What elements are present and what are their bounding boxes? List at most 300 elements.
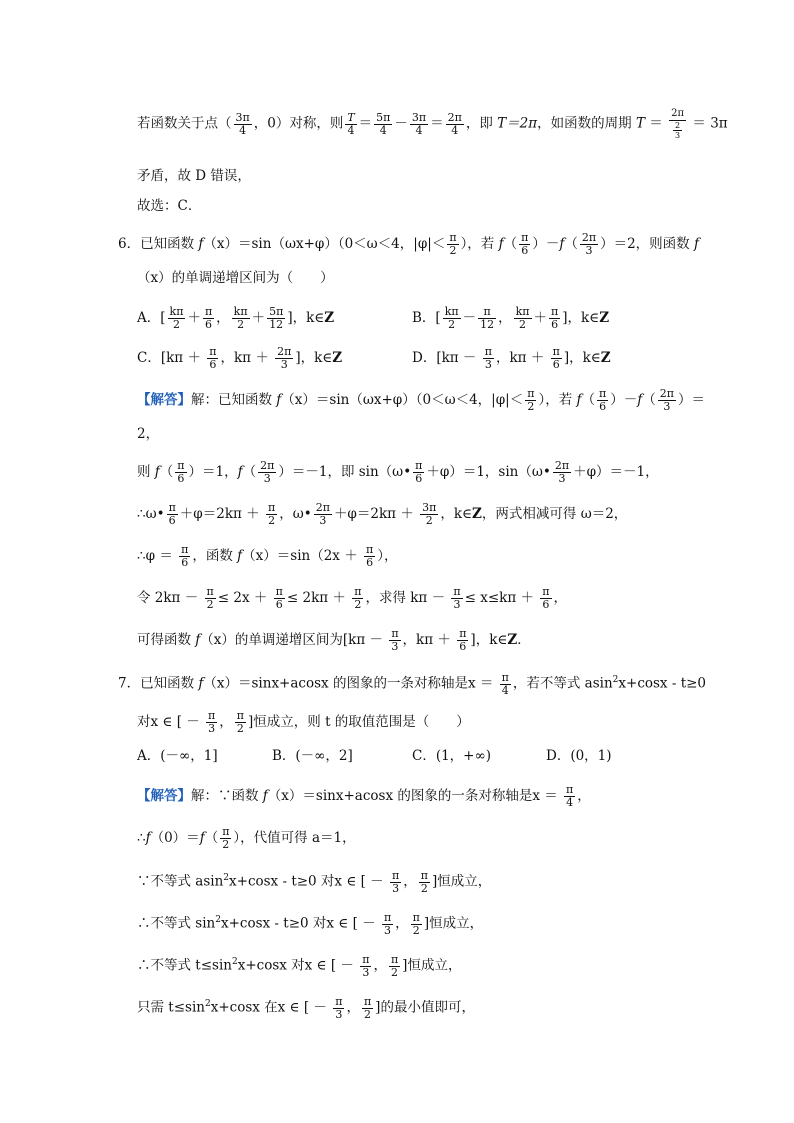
- denominator: 2: [420, 881, 428, 895]
- text-span: f: [237, 548, 243, 564]
- solution-7-line: [137, 868, 491, 895]
- numerator: 2: [675, 121, 681, 130]
- numerator: 2π: [447, 110, 462, 124]
- text-span: f: [576, 392, 582, 408]
- denominator: 6: [181, 556, 189, 569]
- denominator: 6: [521, 244, 529, 257]
- text-span: f: [262, 788, 268, 804]
- fraction: [551, 346, 562, 371]
- text-span: B．[: [412, 310, 441, 326]
- text-span: ）＝－1，即 sin（ω•: [278, 464, 412, 480]
- text-span: ，: [216, 310, 230, 326]
- fraction: [374, 112, 392, 137]
- text-span: ），若: [538, 392, 577, 408]
- text-span: Z: [599, 310, 610, 326]
- fraction: [411, 912, 422, 937]
- solution-7-line: [137, 826, 356, 851]
- denominator: 4: [501, 683, 509, 697]
- numerator: π: [267, 501, 276, 514]
- numerator: π: [459, 627, 467, 640]
- text-span: ，k∈: [440, 506, 473, 522]
- text-span: ，: [373, 957, 387, 974]
- solution-6-line: [137, 460, 659, 485]
- fraction: [669, 108, 686, 140]
- solution-6-line: [137, 628, 531, 653]
- denominator: 3: [675, 131, 681, 140]
- text-span: Z: [324, 310, 335, 326]
- option-7c: C．(1，+∞): [412, 748, 492, 764]
- fraction: [389, 954, 400, 979]
- text-span: （: [581, 392, 596, 408]
- text-span: ＋φ）＝－1，: [573, 464, 659, 480]
- text-span: x+cosx - t≥0: [618, 675, 707, 692]
- text-span: ），若: [460, 236, 499, 252]
- text-span: ＝: [358, 115, 373, 132]
- text-span: 【解答】: [137, 392, 191, 408]
- numerator: π: [383, 910, 392, 924]
- text-span: （x）＝sinx+acosx 的图象的一条对称轴是x ＝: [203, 675, 498, 692]
- denominator: 3: [585, 244, 593, 257]
- text-span: （0）＝: [150, 830, 200, 846]
- text-span: f: [154, 464, 160, 480]
- fraction: [333, 996, 344, 1021]
- numerator: π: [599, 387, 607, 400]
- text-span: ）＝2，则函数: [600, 236, 694, 252]
- text-span: ]，k∈: [470, 632, 508, 648]
- text-span: f: [276, 392, 282, 408]
- solution-6-line: [137, 502, 627, 527]
- text-span: Z: [332, 350, 343, 366]
- fraction: [500, 672, 511, 697]
- solution-6-line: [137, 544, 397, 569]
- numerator: 2π: [277, 345, 292, 358]
- denominator: 4: [415, 123, 423, 137]
- numerator: π: [366, 543, 374, 556]
- denominator: 6: [599, 400, 607, 413]
- text-span: ），: [377, 548, 398, 564]
- text-span: ]恒成立，: [423, 915, 484, 932]
- denominator: 6: [542, 598, 550, 611]
- fraction: [234, 112, 252, 137]
- fraction: [658, 388, 676, 413]
- fraction: [564, 784, 575, 809]
- text-span: ＋: [187, 310, 201, 326]
- text-span: D．[kπ －: [412, 350, 481, 366]
- denominator: 2: [412, 923, 420, 937]
- numerator: 2π: [659, 387, 674, 400]
- text-span: 解：已知函数: [191, 392, 277, 408]
- numerator: kπ: [169, 305, 184, 318]
- text-span: Z: [507, 632, 518, 648]
- numerator: π: [551, 305, 559, 318]
- fraction: [390, 870, 401, 895]
- fraction: [597, 388, 608, 413]
- fraction: [314, 502, 332, 527]
- text-span: 2: [231, 957, 238, 967]
- denominator: 6: [209, 358, 217, 371]
- numerator: 3π: [411, 110, 427, 124]
- text-span: ，: [553, 590, 568, 606]
- numerator: π: [275, 585, 283, 598]
- text-span: ∴ω•: [137, 506, 165, 522]
- text-span: ＋: [251, 310, 266, 326]
- text-span: ，两式相减可得 ω＝2，: [481, 506, 628, 522]
- text-span: （x）＝sin（2x ＋: [242, 548, 362, 564]
- denominator: 2: [449, 244, 457, 257]
- text-span: f: [237, 464, 243, 480]
- text-line: 故选：C．: [137, 198, 202, 214]
- numerator: 2π: [581, 231, 597, 244]
- denominator: 2: [236, 722, 244, 735]
- fraction: [205, 586, 216, 611]
- fraction: [362, 996, 373, 1021]
- text-span: 解：∵函数: [191, 788, 263, 804]
- text-span: Z: [472, 506, 482, 522]
- denominator: 3: [484, 358, 492, 371]
- denominator: 2: [364, 1007, 372, 1021]
- denominator: 12: [269, 318, 284, 331]
- option-7b: B．(－∞，2]: [272, 748, 353, 764]
- denominator: 3: [280, 358, 288, 371]
- text-span: ≤ 2x ＋: [217, 590, 272, 606]
- text-span: 只需 t≤sin: [137, 999, 205, 1016]
- denominator: 2: [222, 838, 230, 851]
- fraction: [514, 306, 532, 331]
- numerator: π: [478, 306, 496, 319]
- denominator: 4: [451, 123, 459, 137]
- question-7-stem: [118, 670, 706, 697]
- solution-6-line: [137, 388, 705, 413]
- text-span: ∴不等式 t≤sin: [137, 957, 232, 974]
- fraction: [258, 460, 276, 485]
- fraction: [525, 388, 536, 413]
- solution-6-line: [137, 586, 567, 611]
- numerator: π: [363, 994, 372, 1008]
- fraction: [203, 306, 214, 331]
- denominator: 2: [519, 318, 527, 331]
- text-span: C．[kπ ＋: [137, 350, 206, 366]
- text-span: ）＝1，: [188, 464, 238, 480]
- text-span: （: [204, 830, 219, 846]
- text-span: ，若不等式 asin: [512, 675, 613, 692]
- text-span: x+cosx - t≥0 对x ∈ [ －: [229, 873, 388, 890]
- text-span: ]恒成立，: [402, 957, 462, 974]
- text-span: （: [642, 392, 656, 408]
- text-line: 矛盾，故 D 错误，: [137, 168, 251, 184]
- text-span: 7．已知函数: [118, 675, 199, 692]
- text-span: Z: [600, 350, 611, 366]
- denominator: 3: [263, 472, 271, 485]
- text-span: ≤ x≤kπ ＋: [464, 590, 539, 606]
- text-span: ）－: [532, 236, 560, 252]
- text-span: x+cosx - t≥0 对x ∈ [ －: [220, 915, 380, 932]
- fraction: [360, 954, 371, 979]
- text-span: （x）的单调递增区间为[kπ －: [200, 632, 388, 648]
- option-7a: A．(－∞，1]: [137, 748, 218, 764]
- denominator: 3: [208, 722, 216, 735]
- numerator: 2π: [554, 459, 570, 472]
- denominator: 3: [558, 472, 566, 485]
- fraction: [483, 346, 494, 371]
- text-span: T: [635, 115, 645, 132]
- fraction: [457, 628, 468, 653]
- fraction: [364, 544, 375, 569]
- solution-7-line: [137, 784, 591, 809]
- numerator: π: [335, 994, 343, 1008]
- fraction: [420, 502, 438, 527]
- text-span: ，0）对称，则: [253, 115, 344, 132]
- numerator: 3π: [235, 110, 250, 124]
- text-span: f: [637, 392, 643, 408]
- text-span: （x）＝sinx+acosx 的图象的一条对称轴是x ＝: [267, 788, 563, 804]
- text-span: 6．已知函数: [118, 236, 199, 252]
- denominator: 2: [448, 318, 456, 331]
- numerator: kπ: [515, 305, 530, 318]
- text-span: ＝ 3π: [688, 115, 728, 132]
- text-span: ]恒成立，则 t 的取值范围是（ ）: [248, 714, 470, 730]
- question-6-stem-cont: （x）的单调递增区间为（ ）: [137, 270, 334, 286]
- text-span: ]，k∈: [563, 350, 601, 366]
- text-span: ），代值可得 a＝1，: [233, 830, 356, 846]
- text-span: ，: [403, 873, 417, 890]
- fraction: [168, 306, 186, 331]
- text-span: ，: [577, 788, 591, 804]
- denominator: 12: [480, 318, 495, 331]
- fraction: [410, 112, 428, 137]
- numerator: π: [390, 952, 399, 966]
- text-span: f: [145, 830, 151, 846]
- fraction: [413, 460, 424, 485]
- denominator: 6: [551, 318, 559, 331]
- text-span: ]，k∈: [295, 350, 333, 366]
- question-6-stem: [118, 232, 699, 257]
- text-span: ]，k∈: [562, 310, 600, 326]
- denominator: 2: [268, 514, 276, 527]
- numerator: π: [415, 459, 423, 472]
- fraction: [443, 306, 461, 331]
- fraction: [352, 586, 363, 611]
- text-span: 2: [223, 873, 230, 883]
- numerator: 5π: [269, 305, 284, 318]
- solution-7-line: [137, 952, 461, 979]
- denominator: 3: [663, 400, 671, 413]
- denominator: [669, 121, 686, 140]
- numerator: π: [552, 345, 560, 358]
- numerator: π: [362, 952, 370, 966]
- denominator: 3: [384, 923, 392, 937]
- text-span: ]，k∈: [287, 310, 325, 326]
- text-span: （: [503, 236, 518, 252]
- text-span: ∴不等式 sin: [137, 915, 216, 932]
- text-span: ，kπ ＋: [495, 350, 549, 366]
- fraction: [206, 710, 217, 735]
- text-span: ．: [517, 632, 531, 648]
- solution-7-line: [137, 910, 483, 937]
- text-span: 对x ∈ [ －: [137, 714, 205, 730]
- fraction: [232, 306, 250, 331]
- text-span: ＝: [430, 115, 444, 132]
- text-span: ]恒成立，: [431, 873, 492, 890]
- numerator: π: [566, 783, 574, 796]
- fraction: [553, 460, 571, 485]
- text-span: ，: [346, 999, 360, 1016]
- numerator: π: [168, 501, 176, 514]
- numerator: π: [209, 345, 217, 358]
- text-span: f: [693, 236, 699, 252]
- numerator: 2π: [669, 108, 686, 121]
- fraction: [179, 544, 190, 569]
- text-span: ，: [395, 915, 409, 932]
- text-span: x+cosx 对x ∈ [ －: [237, 957, 359, 974]
- text-span: f: [198, 236, 204, 252]
- denominator: 3: [453, 598, 461, 611]
- fraction: [175, 460, 186, 485]
- solution-6-line: 2，: [137, 426, 160, 442]
- text-span: ]的最小值即可，: [375, 999, 475, 1016]
- text-span: 令 2kπ －: [137, 590, 203, 606]
- denominator: 6: [552, 358, 560, 371]
- denominator: 6: [366, 556, 374, 569]
- numerator: π: [542, 585, 550, 598]
- text-span: 2: [612, 675, 619, 685]
- denominator: 2: [237, 318, 245, 331]
- text-span: 2: [204, 999, 211, 1009]
- fraction: [207, 346, 218, 371]
- text-span: 则: [137, 464, 155, 480]
- fraction: [267, 306, 285, 331]
- text-span: ）－: [610, 392, 638, 408]
- denominator: 6: [205, 318, 213, 331]
- fraction: [549, 306, 560, 331]
- fraction: [275, 346, 293, 371]
- text-span: ，: [498, 310, 512, 326]
- numerator: 5π: [376, 110, 391, 124]
- text-span: （: [159, 464, 174, 480]
- fraction: [447, 232, 458, 257]
- numerator: π: [449, 231, 457, 244]
- text-span: （: [564, 236, 578, 252]
- text-span: （: [242, 464, 257, 480]
- fraction: [419, 870, 430, 895]
- text-span: ＋φ＝2kπ ＋: [179, 506, 264, 522]
- denominator: 3: [319, 514, 327, 527]
- numerator: π: [521, 231, 529, 244]
- text-span: 【解答】: [137, 788, 191, 804]
- text-line: [137, 108, 728, 140]
- denominator: 4: [239, 123, 247, 137]
- denominator: 4: [566, 796, 574, 809]
- text-span: 若函数关于点（: [137, 115, 232, 132]
- denominator: 6: [415, 472, 423, 485]
- denominator: 6: [177, 472, 185, 485]
- fraction: [235, 710, 246, 735]
- numerator: π: [501, 670, 509, 684]
- text-span: f: [498, 236, 504, 252]
- text-span: f: [559, 236, 565, 252]
- text-span: （x）＝sin（ωx+φ）（0＜ω＜4，|φ|＜: [203, 236, 446, 252]
- fraction: [382, 912, 393, 937]
- text-span: f: [195, 632, 201, 648]
- denominator: 3: [335, 1007, 343, 1021]
- text-span: A．[: [137, 310, 166, 326]
- text-span: －: [394, 115, 408, 132]
- numerator: kπ: [233, 305, 248, 318]
- denominator: 2: [172, 318, 180, 331]
- fraction: [345, 112, 356, 137]
- denominator: 3: [391, 640, 399, 653]
- fraction: [446, 112, 464, 137]
- option-7d: D．(0，1): [546, 748, 612, 764]
- numerator: kπ: [444, 305, 459, 318]
- numerator: π: [420, 868, 428, 882]
- denominator: 2: [354, 598, 362, 611]
- denominator: 2: [425, 514, 433, 527]
- numerator: π: [206, 585, 214, 598]
- fraction: [167, 502, 178, 527]
- text-span: ，kπ ＋: [402, 632, 456, 648]
- text-span: ＝: [644, 115, 668, 132]
- fraction: [389, 628, 400, 653]
- numerator: π: [453, 585, 461, 598]
- denominator: 2: [527, 400, 535, 413]
- text-span: ，如函数的周期: [537, 115, 636, 132]
- denominator: 4: [379, 123, 387, 137]
- text-span: －: [462, 310, 477, 326]
- text-span: ≤ 2kπ ＋: [286, 590, 351, 606]
- solution-7-line: [137, 994, 475, 1021]
- option-b: [412, 306, 609, 331]
- text-span: ∴: [137, 830, 146, 846]
- numerator: π: [354, 585, 362, 598]
- numerator: π: [181, 543, 189, 556]
- denominator: 2: [391, 965, 399, 979]
- numerator: π: [177, 459, 185, 472]
- numerator: T: [347, 110, 355, 124]
- text-span: f: [199, 830, 205, 846]
- fraction: [580, 232, 598, 257]
- fraction: [478, 306, 496, 331]
- text-span: ）＝: [677, 392, 705, 408]
- denominator: 3: [362, 965, 370, 979]
- denominator: 4: [347, 123, 355, 137]
- text-span: ，求得 kπ －: [365, 590, 450, 606]
- numerator: π: [208, 709, 216, 722]
- text-span: 2: [215, 915, 221, 925]
- numerator: π: [222, 825, 230, 838]
- text-span: T＝2π: [497, 115, 538, 132]
- option-a: [137, 306, 334, 331]
- text-span: ＋φ＝2kπ ＋: [333, 506, 419, 522]
- text-span: ＋: [533, 310, 547, 326]
- text-span: ，kπ ＋: [220, 350, 274, 366]
- numerator: 2π: [315, 501, 330, 514]
- denominator: 2: [206, 598, 214, 611]
- option-d: [412, 346, 611, 371]
- text-span: ＋φ）＝1，sin（ω•: [426, 464, 551, 480]
- fraction: [274, 586, 285, 611]
- numerator: π: [412, 910, 420, 924]
- numerator: π: [484, 345, 492, 358]
- denominator: 6: [275, 598, 283, 611]
- text-span: （x）＝sin（ωx+φ）（0＜ω＜4，|φ|＜: [281, 392, 524, 408]
- text-span: x+cosx 在x ∈ [ －: [210, 999, 332, 1016]
- fraction: [451, 586, 462, 611]
- text-span: ，函数: [192, 548, 238, 564]
- text-span: f: [198, 675, 204, 692]
- numerator: π: [391, 627, 399, 640]
- denominator: 6: [459, 640, 467, 653]
- text-span: ∴φ ＝: [137, 548, 178, 564]
